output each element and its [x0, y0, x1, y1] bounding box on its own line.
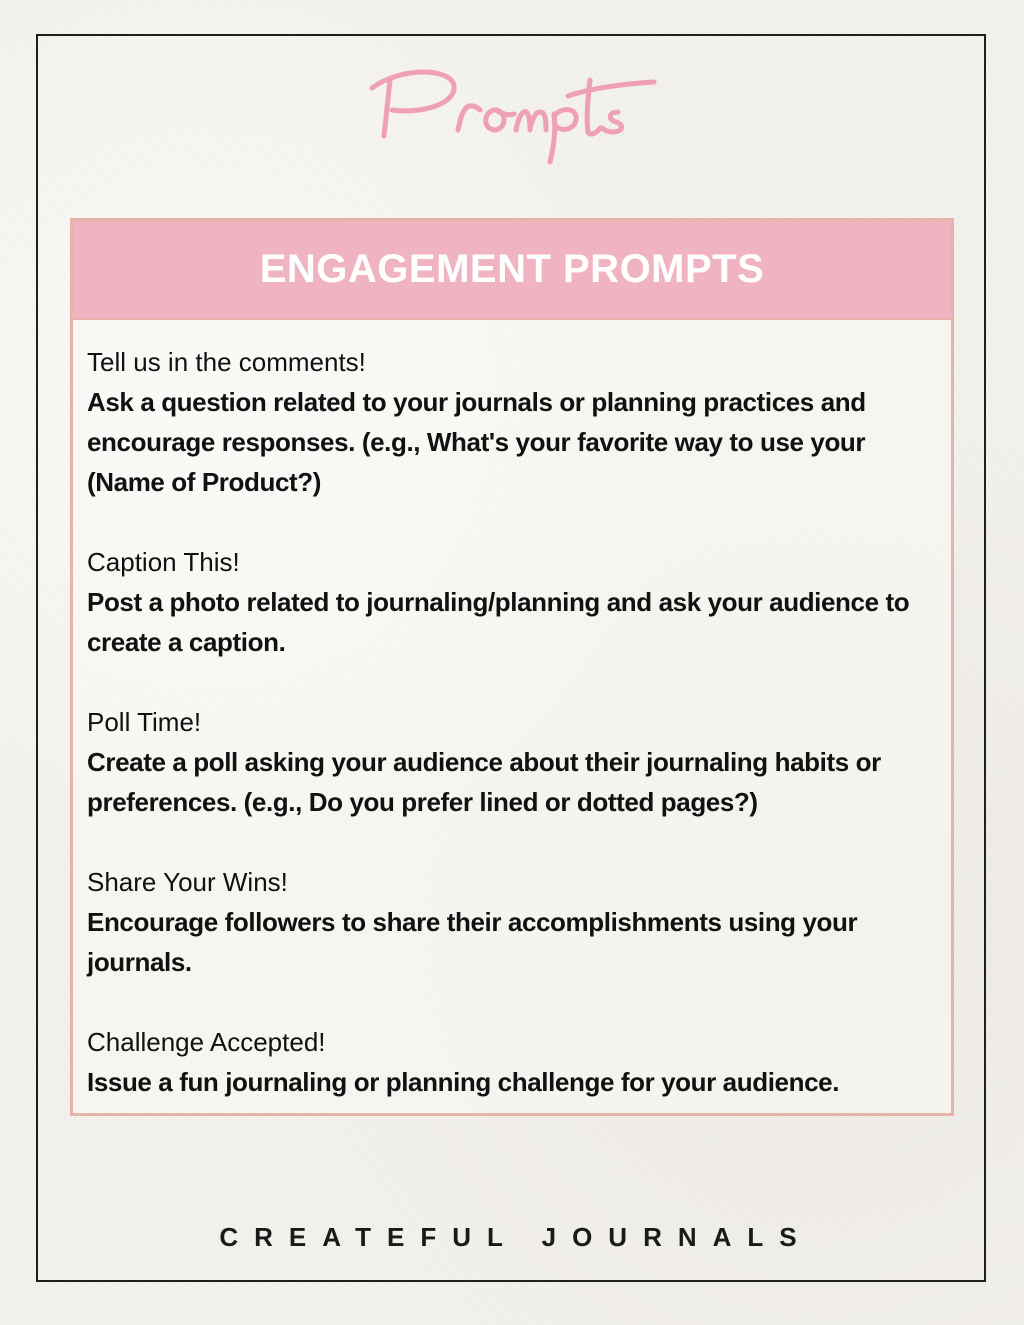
- engagement-prompts-card: [70, 218, 954, 1116]
- prompt-description: Encourage followers to share their accomplishments using your journals.: [87, 907, 858, 977]
- prompt-title: Share Your Wins!: [87, 867, 288, 897]
- prompt-title: Tell us in the comments!: [87, 347, 366, 377]
- prompt-description: Ask a question related to your journals or planning practices and encourage responses. (e.g., What's your favorite way to use your (Name of Product?): [87, 387, 866, 497]
- prompt-description: Issue a fun journaling or planning challenge for your audience.: [87, 1067, 840, 1097]
- prompt-item-challenge: [87, 1022, 937, 1102]
- card-heading: ENGAGEMENT PROMPTS: [259, 247, 765, 291]
- footer-brand: CREATEFUL JOURNALS: [219, 1222, 813, 1252]
- script-title: [0, 58, 1024, 168]
- card-body: [73, 320, 951, 1102]
- prompt-item-comments: [87, 342, 937, 502]
- prompt-item-wins: [87, 862, 937, 982]
- prompt-description: Create a poll asking your audience about their journaling habits or preferences. (e.g., Do you prefer lined or dotted pages?): [87, 747, 881, 817]
- prompt-item-caption: [87, 542, 937, 662]
- prompt-title: Challenge Accepted!: [87, 1027, 326, 1057]
- prompts-script-logo: [362, 58, 662, 168]
- prompt-title: Caption This!: [87, 547, 240, 577]
- prompt-item-poll: [87, 702, 937, 822]
- prompt-title: Poll Time!: [87, 707, 202, 737]
- card-header: [73, 221, 951, 320]
- prompt-description: Post a photo related to journaling/planning and ask your audience to create a caption.: [87, 587, 910, 657]
